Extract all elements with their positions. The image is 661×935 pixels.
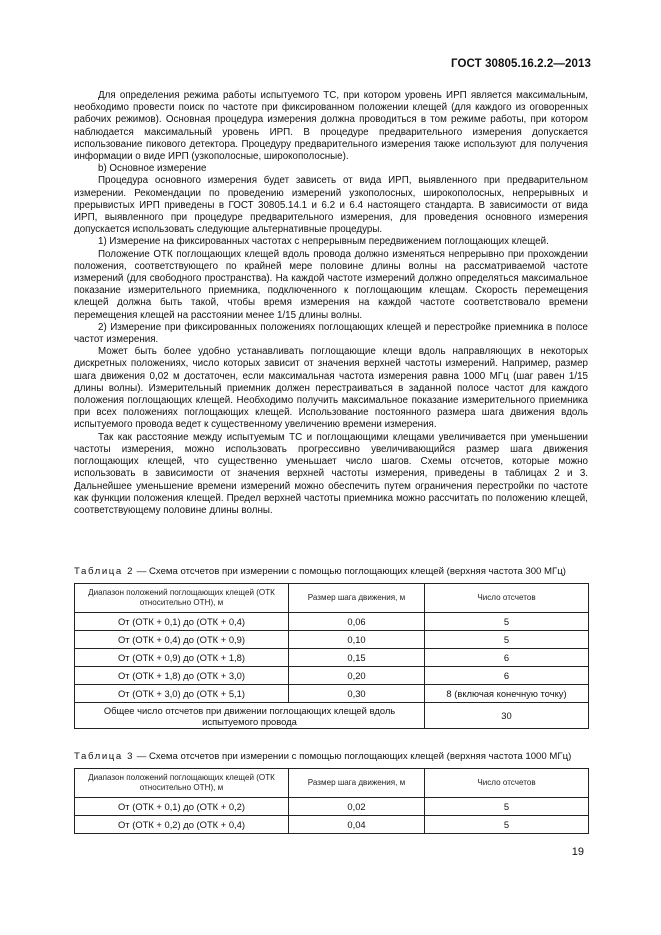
- table-row: [75, 631, 589, 649]
- paragraph: b) Основное измерение: [98, 163, 207, 175]
- table-cell: От (ОТК + 0,1) до (ОТК + 0,4): [75, 613, 289, 631]
- table2-caption-label: Таблица 2: [74, 566, 135, 577]
- paragraph: Положение ОТК поглощающих клещей вдоль провода должно изменяться непрерывно при прохождении положения, соответствующего по крайней мере половине длины волны на рассматриваемой частоте измерений (для свободного пространства). На каждой частоте измерений должно определяться максимальное показание измерительного приемника, подключенного к поглощающим клещам. Скорость перемещения клещей должна быть такой, чтобы время измерения на каждой частоте соответствовало времени перемещения клещей на расстоянии менее 1/15 длины волны.: [74, 248, 588, 321]
- table-row: [75, 816, 589, 834]
- total-value: 30: [425, 703, 589, 729]
- table-row: [75, 685, 589, 703]
- table-cell: От (ОТК + 1,8) до (ОТК + 3,0): [75, 667, 289, 685]
- table2-caption: [74, 566, 566, 577]
- table-cell: 0,02: [289, 798, 425, 816]
- paragraph: Для определения режима работы испытуемого ТС, при котором уровень ИРП является максимальным, необходимо провести поиск по частоте при фиксированном положении клещей (для каждого из оговоренных рабочих режимов). Основная процедура измерения должна проводиться в том режиме работы, при котором наблюдается максимальный уровень ИРП. В процедуре предварительного измерения допускается использование пикового детектора. Процедуру предварительного измерения также используют для получения информации о виде ИРП (узкополосные, широкополосные).: [74, 90, 588, 163]
- table-row: [75, 649, 589, 667]
- column-header: Число отсчетов: [425, 584, 589, 613]
- body-text: [74, 90, 588, 517]
- column-header: Число отсчетов: [425, 769, 589, 798]
- column-header: Диапазон положений поглощающих клещей (ОТК относительно ОТН), м: [75, 584, 289, 613]
- page-number: 19: [571, 846, 584, 858]
- table2-caption-text: — Схема отсчетов при измерении с помощью поглощающих клещей (верхняя частота 300 МГц): [134, 566, 566, 577]
- table-cell: 5: [425, 798, 589, 816]
- paragraph: 2) Измерение при фиксированных положениях поглощающих клещей и перестройке приемника в полосе частот измерения.: [74, 321, 588, 346]
- paragraph: Процедура основного измерения будет зависеть от вида ИРП, выявленного при предварительном измерении. Рекомендации по проведению измерений узкополосных, широкополосных, непрерывных и прерывистых ИРП приведены в ГОСТ 30805.14.1 и 6.2 и 6.4 настоящего стандарта. В зависимости от вида ИРП, выявленного при процедуре предварительного измерения, для проведения основного измерения допускается использовать следующие альтернативные процедуры.: [74, 175, 588, 236]
- table-cell: 5: [425, 631, 589, 649]
- table-cell: 0,20: [289, 667, 425, 685]
- table-cell: От (ОТК + 3,0) до (ОТК + 5,1): [75, 685, 289, 703]
- table-cell: От (ОТК + 0,2) до (ОТК + 0,4): [75, 816, 289, 834]
- table-header-row: [75, 769, 589, 798]
- column-header: Размер шага движения, м: [289, 584, 425, 613]
- column-header: Размер шага движения, м: [289, 769, 425, 798]
- table-cell: 6: [425, 649, 589, 667]
- table-cell: От (ОТК + 0,4) до (ОТК + 0,9): [75, 631, 289, 649]
- table3-caption-label: Таблица 3: [74, 751, 135, 762]
- table-cell: 6: [425, 667, 589, 685]
- table-total-row: [75, 703, 589, 729]
- table-header-row: [75, 584, 589, 613]
- table-row: [75, 667, 589, 685]
- table-cell: 8 (включая конечную точку): [425, 685, 589, 703]
- paragraph: Может быть более удобно устанавливать поглощающие клещи вдоль направляющих в некоторых дискретных положениях, число которых зависит от значения верхней частоты измерений. Например, размер шага движения 0,02 м достаточен, если максимальная частота измерения равна 1000 МГц (шаг равен 1/15 длины волны). Измерительный приемник должен перестраиваться в заданной полосе частот для каждого положения поглощающих клещей. Необходимо получить максимальное показание измерительного приемника при всех положениях поглощающих клещей. Использование постоянного размера шага движения вдоль испытуемого провода ведет к существенному увеличению времени измерения.: [74, 346, 588, 431]
- table-cell: 0,06: [289, 613, 425, 631]
- table-cell: 5: [425, 613, 589, 631]
- table-row: [75, 798, 589, 816]
- table-row: [75, 613, 589, 631]
- total-label: Общее число отсчетов при движении поглощающих клещей вдоль испытуемого провода: [75, 703, 425, 729]
- table-cell: 0,04: [289, 816, 425, 834]
- table2: [74, 583, 589, 729]
- table-cell: 0,10: [289, 631, 425, 649]
- standard-header: ГОСТ 30805.16.2.2—2013: [451, 58, 591, 70]
- table3: [74, 768, 589, 834]
- table-cell: От (ОТК + 0,1) до (ОТК + 0,2): [75, 798, 289, 816]
- table-cell: 0,30: [289, 685, 425, 703]
- paragraph: Так как расстояние между испытуемым ТС и поглощающими клещами увеличивается при уменьшении частоты измерения, можно использовать прогрессивно увеличивающийся размер шага движения поглощающих клещей, что существенно уменьшает число шагов. Схемы отсчетов, которые можно использовать в зависимости от значения верхней частоты измерения, приведены в таблицах 2 и 3. Дальнейшее уменьшение времени измерений можно обеспечить путем ограничения перестройки по частоте как функции положения клещей. Предел верхней частоты приемника можно рассчитать по положению клещей, соответствующему половине длины волны.: [74, 431, 588, 516]
- paragraph: 1) Измерение на фиксированных частотах с непрерывным передвижением поглощающих клещей.: [98, 236, 549, 248]
- column-header: Диапазон положений поглощающих клещей (ОТК относительно ОТН), м: [75, 769, 289, 798]
- table3-caption: [74, 751, 571, 762]
- table-cell: 5: [425, 816, 589, 834]
- table-cell: От (ОТК + 0,9) до (ОТК + 1,8): [75, 649, 289, 667]
- table3-caption-text: — Схема отсчетов при измерении с помощью поглощающих клещей (верхняя частота 1000 МГц): [134, 751, 572, 762]
- table-cell: 0,15: [289, 649, 425, 667]
